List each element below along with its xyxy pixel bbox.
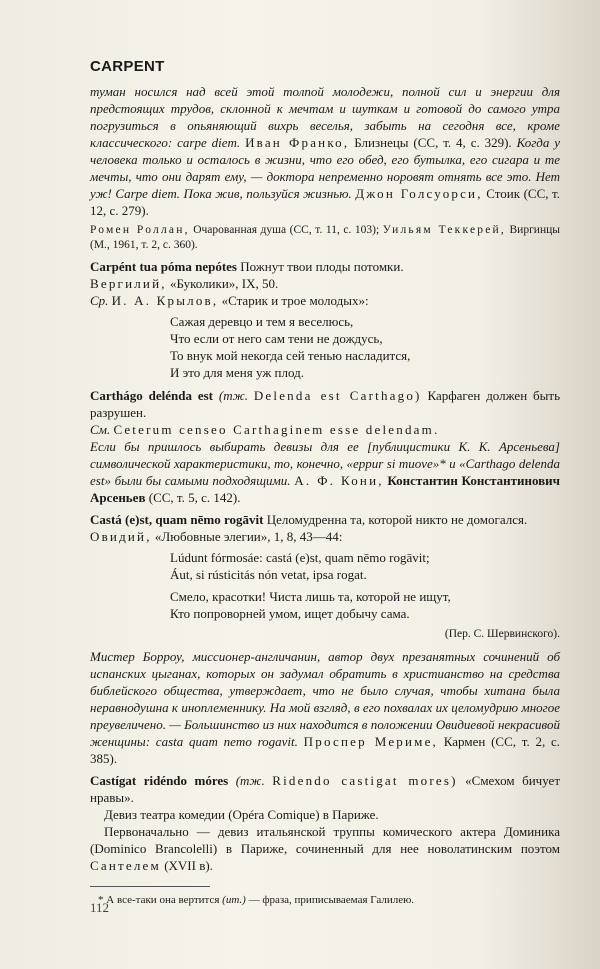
entry-latin-headword: Castígat ridéndo móres (90, 773, 229, 788)
footnote: * А все-таки она вертится (ит.) — фраза, приписываемая Галилею. (98, 894, 415, 906)
author-name: Сантелем (90, 858, 161, 873)
cf-marker: Ср. (90, 293, 109, 308)
page-number: 112 (90, 900, 110, 915)
entry-translation: Пожнут твои плоды потомки. (240, 259, 404, 274)
author-name: А. Ф. Кони, (294, 473, 384, 488)
verse-line: Кто попроворней умом, ищет добычу сама. (170, 606, 410, 621)
variant-form: Delenda est Carthago) (253, 388, 422, 403)
quote-text: Мистер Борроу, миссионер-англичанин, автор двух презанятных сочинений об испанских цыганах, которых он задумал обратить в христианство на средства библейского общества, утверждает, что не было случая, чтобы хитана была неравнодушна к иноплеменнику. На мой взгляд, в его похвалах их целомудрию многое преувеличено. — Большинство из них находится в положении Овидиевой некрасивой женщины: casta quam nemo rogavit. (90, 649, 560, 749)
entry-translation: «Смехом бичует нравы». (90, 773, 561, 805)
verse-line: И это для меня уж плод. (170, 365, 304, 380)
author-name: Джон Голсуорси, (355, 186, 483, 201)
entry-note: Девиз театра комедии (Opéra Comique) в Париже. (104, 807, 379, 822)
verse-line: Смело, красотки! Чиста лишь та, которой не ищут, (170, 589, 451, 604)
work-ref: «Буколики», IX, 50. (169, 276, 279, 291)
author-name: Вергилий, (90, 276, 167, 291)
note-prefix: (тж. (235, 773, 265, 788)
footnote-divider (90, 886, 210, 887)
verse-line: Áut, si rústicitás nón vetat, ipsa rogat. (170, 567, 367, 582)
entry-latin-headword: Castá (e)st, quam nēmo rogāvit (90, 512, 264, 527)
entry-translation: Карфаген должен быть разрушен. (90, 388, 561, 420)
verse-line: Что если от него сам тени не дождусь, (170, 331, 383, 346)
work-ref: (СС, т. 5, с. 142). (148, 490, 241, 505)
running-header: CARPENT (90, 58, 165, 75)
work-ref: Очарованная душа (СС, т. 11, с. 103); (193, 224, 380, 236)
cf-marker: См. (90, 422, 111, 437)
author-name: Овидий, (90, 529, 152, 544)
variant-form: Ridendo castigat mores) (272, 773, 458, 788)
work-ref: Виргинцы (М., 1961, т. 2, с. 360). (90, 224, 560, 251)
entry-carthago (90, 387, 560, 506)
entry-latin-headword: Carthágo delénda est (90, 388, 213, 403)
entry-latin-headword: Carpént tua póma nepótes (90, 259, 237, 274)
author-name: Проспер Мериме, (303, 734, 439, 749)
paragraph-carpe-diem (90, 83, 560, 219)
verse-line: То внук мой некогда сей тенью насладится, (170, 348, 411, 363)
quote-text: туман носился над всей этой толпой молодежи, полной сил и энергии для предстоящих трудов, склонной к мечтам и шуткам и готовой до самого утра погрузиться в опьяняющий вихрь веселья, забыть на сегодня все, кроме классического: carpe diem. (90, 84, 560, 150)
entry-carpent (90, 258, 560, 381)
author-name: Иван Франко, (245, 135, 350, 150)
entry-translation: Целомудренна та, которой никто не домогался. (266, 512, 528, 527)
work-ref: Стоик (СС, т. 12, с. 279). (90, 186, 560, 218)
sources-line (90, 223, 560, 253)
verse-line: Сажая деревцо и тем я веселюсь, (170, 314, 354, 329)
quote-borrow (90, 648, 560, 767)
note-prefix: (тж. (218, 388, 248, 403)
entry-note: Первоначально — девиз итальянской труппы комического актера Доминика (Dominico Brancolelli) в Париже, сочиненный для нее новолатинским поэтом (90, 824, 560, 856)
entry-note: (XVII в). (164, 858, 213, 873)
quote-text: Когда у человека только и осталось в жизни, что его обед, его бутылка, его сигара и те мечты, что они дарят ему, — доктора непременно норовят отнять все это. Нет уж! Carpe diem. Пока жив, пользуйся жизнью. (90, 135, 561, 201)
work-ref: «Любовные элегии», 1, 8, 43—44: (154, 529, 343, 544)
cross-reference: Ceterum censeo Carthaginem esse delendam. (113, 422, 440, 437)
work-ref: «Старик и трое молодых»: (221, 293, 369, 308)
entry-castigat (90, 772, 560, 874)
author-name: И. А. Крылов, (111, 293, 219, 308)
translator-credit: (Пер. С. Шервинского). (444, 628, 560, 640)
author-name: Уильям Теккерей, (382, 224, 506, 236)
work-ref: Близнецы (СС, т. 4, с. 329). (354, 135, 512, 150)
verse-block (170, 549, 560, 622)
quote-text: Если бы пришлось выбирать девизы для ее [публицистики К. К. Арсеньева] символической характеристики, то, конечно, «eppur si muove»* и «Carthago delenda est» были бы самыми подходящими. (90, 439, 560, 488)
verse-line: Lúdunt fórmosáe: castá (e)st, quam nēmo rogāvit; (170, 550, 430, 565)
verse-block (170, 313, 560, 381)
work-ref: Кармен (СС, т. 2, с. 385). (90, 734, 561, 766)
work-title: Константин Константинович Арсеньев (90, 473, 560, 505)
entry-casta (90, 511, 560, 640)
author-name: Ромен Роллан, (90, 224, 190, 236)
